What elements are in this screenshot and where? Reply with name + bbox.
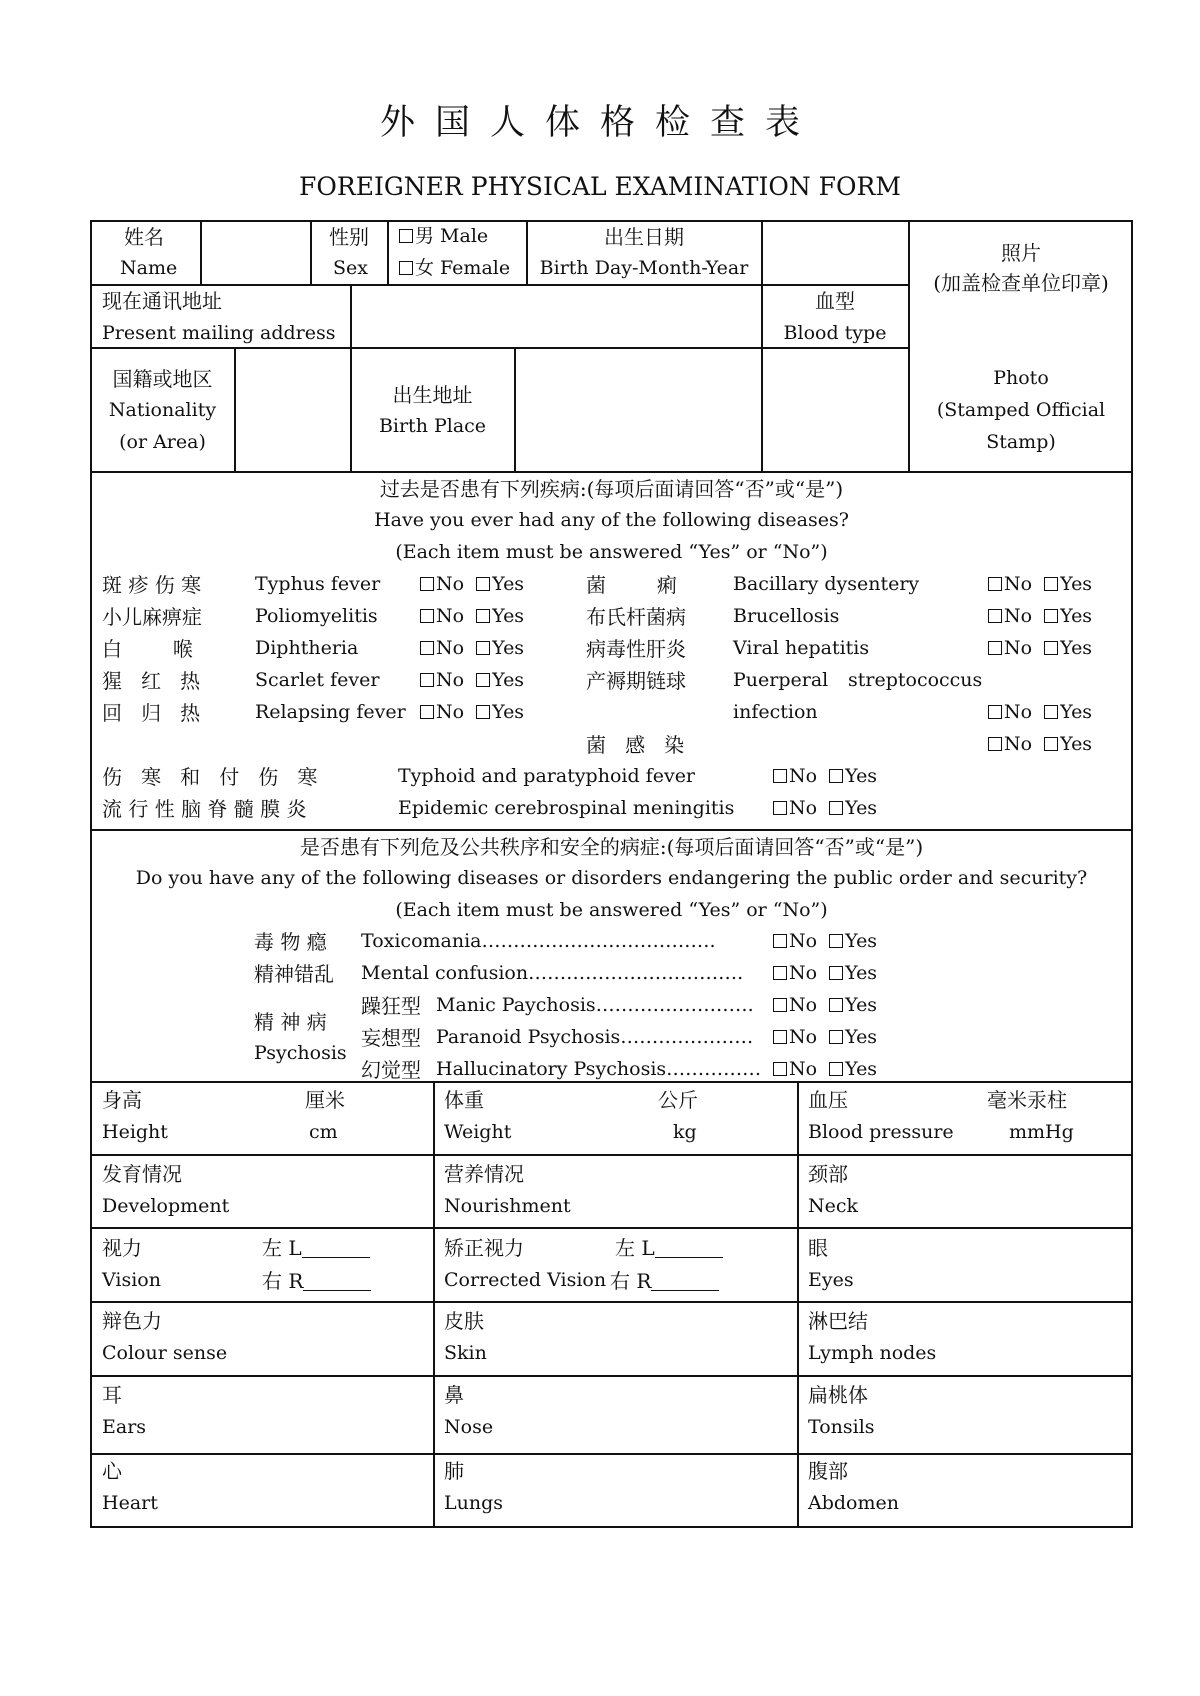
past-diseases-heading-en: Have you ever had any of the following diseases? (374, 509, 849, 531)
checkbox-icon[interactable] (476, 705, 490, 719)
checkbox-icon[interactable] (773, 966, 787, 980)
disease-answer[interactable]: No Yes (420, 575, 524, 594)
form-title-english: FOREIGNER PHYSICAL EXAMINATION FORM (299, 172, 901, 201)
checkbox-icon[interactable] (1044, 577, 1058, 591)
nationality-label-en: Nationality (108, 399, 217, 421)
public-order-heading-zh: 是否患有下列危及公共秩序和安全的病症:(每项后面请回答“否”或“是”) (299, 835, 924, 859)
blood-type-label-zh: 血型 (815, 289, 855, 313)
col-divider (310, 221, 312, 284)
psychosis-label-en: Psychosis (254, 1042, 347, 1064)
checkbox-icon[interactable] (829, 966, 843, 980)
form-title-chinese: 外国人体格检查表 (379, 103, 820, 143)
vision-right-input[interactable]: 右 R (262, 1271, 371, 1291)
psychosis-type-en: Hallucinatory Psychosis…………… (436, 1058, 762, 1080)
birth-place-label-zh: 出生地址 (392, 383, 473, 407)
blank-line[interactable] (651, 1274, 719, 1291)
disease-label-zh: 回 归 热 (102, 701, 201, 725)
name-label-en: Name (120, 257, 178, 279)
checkbox-icon[interactable] (399, 229, 413, 243)
corrected-vision-label-en: Corrected Vision (444, 1269, 607, 1291)
disease-label-en: Scarlet fever (255, 669, 380, 691)
col-divider (797, 1081, 799, 1527)
condition-answer[interactable]: No Yes (773, 1060, 877, 1079)
abdomen-label-en: Abdomen (808, 1492, 899, 1514)
nationality-label-zh: 国籍或地区 (112, 367, 213, 391)
disease-label-zh: 产褥期链球 (586, 669, 686, 693)
skin-label-zh: 皮肤 (444, 1309, 484, 1333)
checkbox-icon[interactable] (773, 801, 787, 815)
checkbox-icon[interactable] (476, 609, 490, 623)
row-divider (90, 1301, 1133, 1303)
development-label-zh: 发育情况 (102, 1162, 182, 1186)
condition-answer[interactable]: No Yes (773, 932, 877, 951)
section-divider (90, 471, 1133, 473)
checkbox-icon[interactable] (1044, 641, 1058, 655)
checkbox-icon[interactable] (829, 1030, 843, 1044)
weight-unit-zh: 公斤 (658, 1088, 698, 1112)
nationality-label-en-2: (or Area) (119, 431, 206, 453)
corrected-vision-label-zh: 矫正视力 (444, 1236, 524, 1260)
disease-label-zh: 小儿麻痹症 (102, 605, 202, 629)
disease-answer[interactable]: No Yes (420, 639, 524, 658)
checkbox-icon[interactable] (773, 769, 787, 783)
address-label-zh: 现在通讯地址 (102, 289, 222, 313)
col-divider (433, 1081, 435, 1527)
address-field[interactable] (352, 287, 760, 345)
row-divider (90, 1453, 1133, 1455)
checkbox-icon[interactable] (420, 705, 434, 719)
address-label-en: Present mailing address (102, 322, 336, 344)
checkbox-icon[interactable] (420, 577, 434, 591)
psychosis-type-zh: 妄想型 (361, 1026, 421, 1050)
public-order-instruction: (Each item must be answered “Yes” or “No”) (395, 899, 828, 921)
photo-stamp-note-zh: (加盖检查单位印章) (933, 271, 1109, 295)
disease-label-en: Typhus fever (255, 573, 381, 595)
height-unit-en: cm (309, 1121, 338, 1143)
height-label-zh: 身高 (102, 1088, 142, 1112)
disease-label-en: Poliomyelitis (255, 605, 378, 627)
name-field[interactable] (202, 225, 308, 283)
weight-label-en: Weight (444, 1121, 512, 1143)
blood-pressure-unit-zh: 毫米汞柱 (987, 1088, 1067, 1112)
disease-label-en: Viral hepatitis (733, 637, 870, 659)
row-divider (90, 284, 910, 286)
birth-place-label-en: Birth Place (378, 415, 487, 437)
condition-answer[interactable]: No Yes (773, 1028, 877, 1047)
psychosis-label-zh: 精 神 病 (254, 1010, 327, 1034)
checkbox-icon[interactable] (829, 801, 843, 815)
col-divider (387, 221, 389, 284)
condition-label-zh: 精神错乱 (254, 962, 334, 986)
checkbox-icon[interactable] (420, 641, 434, 655)
nourishment-label-zh: 营养情况 (444, 1162, 524, 1186)
disease-label-en-cont: streptococcus (848, 669, 983, 691)
blank-line[interactable] (655, 1241, 723, 1258)
disease-label-zh: 斑 疹 伤 寒 (102, 573, 202, 597)
past-diseases-heading-zh: 过去是否患有下列疾病:(每项后面请回答“否”或“是”) (379, 477, 844, 501)
checkbox-icon[interactable] (829, 934, 843, 948)
birth-date-label-en: Birth Day-Month-Year (539, 257, 749, 279)
checkbox-icon[interactable] (988, 641, 1002, 655)
past-diseases-instruction: (Each item must be answered “Yes” or “No”) (395, 541, 828, 563)
corrected-right-input[interactable]: 右 R (610, 1271, 719, 1291)
nose-label-zh: 鼻 (444, 1383, 464, 1407)
checkbox-icon[interactable] (829, 998, 843, 1012)
tonsils-label-zh: 扁桃体 (808, 1383, 868, 1407)
psychosis-type-zh: 躁狂型 (361, 994, 421, 1018)
disease-label-en: Typhoid and paratyphoid fever (398, 765, 696, 787)
eyes-label-en: Eyes (808, 1269, 854, 1291)
condition-label-en: Toxicomania………………………………. (361, 930, 716, 952)
psychosis-type-zh: 幻觉型 (361, 1058, 421, 1082)
condition-answer[interactable]: No Yes (773, 996, 877, 1015)
ears-label-en: Ears (102, 1416, 147, 1438)
checkbox-icon[interactable] (1044, 609, 1058, 623)
row-divider (90, 1227, 1133, 1229)
birth-date-field[interactable] (763, 225, 907, 283)
lungs-label-zh: 肺 (444, 1459, 464, 1483)
disease-label-zh: 布氏杆菌病 (586, 605, 686, 629)
checkbox-icon[interactable] (988, 577, 1002, 591)
blood-pressure-label-en: Blood pressure (808, 1121, 954, 1143)
disease-answer[interactable]: No Yes (988, 575, 1092, 594)
checkbox-icon[interactable] (399, 261, 413, 275)
disease-label-zh: 流 行 性 脑 脊 髓 膜 炎 (102, 797, 307, 821)
disease-label-en-cont: infection (733, 701, 818, 723)
disease-label-en: Brucellosis (733, 605, 840, 627)
blood-pressure-unit-en: mmHg (1009, 1121, 1074, 1143)
disease-answer[interactable]: No Yes (988, 607, 1092, 626)
skin-label-en: Skin (444, 1342, 487, 1364)
disease-answer[interactable]: No Yes (988, 735, 1092, 754)
disease-answer[interactable]: No Yes (420, 671, 524, 690)
sex-male-option[interactable]: 男 Male (399, 227, 488, 246)
checkbox-icon[interactable] (773, 934, 787, 948)
neck-label-zh: 颈部 (808, 1162, 848, 1186)
neck-label-en: Neck (808, 1195, 859, 1217)
sex-label-zh: 性别 (329, 225, 369, 249)
birth-date-label-zh: 出生日期 (604, 225, 684, 249)
colour-sense-label-zh: 辩色力 (102, 1309, 162, 1333)
disease-label-en: Puerperal (733, 669, 829, 691)
checkbox-icon[interactable] (476, 577, 490, 591)
checkbox-icon[interactable] (420, 673, 434, 687)
disease-label-en: Bacillary dysentery (733, 573, 920, 595)
sex-female-option[interactable]: 女 Female (399, 259, 510, 278)
sex-label-en: Sex (333, 257, 368, 279)
disease-answer[interactable]: No Yes (773, 767, 877, 786)
checkbox-icon[interactable] (420, 609, 434, 623)
disease-label-zh: 白 喉 (102, 637, 193, 661)
blank-line[interactable] (303, 1274, 371, 1291)
blank-line[interactable] (302, 1241, 370, 1258)
abdomen-label-zh: 腹部 (808, 1459, 848, 1483)
section-divider (90, 1081, 1133, 1083)
psychosis-type-en: Paranoid Psychosis………………… (436, 1026, 754, 1048)
checkbox-icon[interactable] (988, 609, 1002, 623)
condition-label-zh: 毒 物 瘾 (254, 930, 327, 954)
colour-sense-label-en: Colour sense (102, 1342, 228, 1364)
blood-type-label-en: Blood type (783, 322, 887, 344)
checkbox-icon[interactable] (476, 641, 490, 655)
tonsils-label-en: Tonsils (808, 1416, 875, 1438)
vision-left-input[interactable]: 左 L (262, 1238, 370, 1258)
nourishment-label-en: Nourishment (444, 1195, 571, 1217)
checkbox-icon[interactable] (988, 705, 1002, 719)
checkbox-icon[interactable] (773, 1062, 787, 1076)
height-unit-zh: 厘米 (305, 1088, 345, 1112)
disease-label-en: Relapsing fever (255, 701, 406, 723)
name-label-zh: 姓名 (124, 225, 164, 249)
heart-label-zh: 心 (102, 1459, 122, 1483)
disease-answer[interactable]: No Yes (420, 703, 524, 722)
checkbox-icon[interactable] (773, 1030, 787, 1044)
checkbox-icon[interactable] (1044, 737, 1058, 751)
public-order-heading-en: Do you have any of the following diseases or disorders endangering the public order and security? (135, 867, 1088, 889)
row-divider (90, 1375, 1133, 1377)
row-divider (90, 1154, 1133, 1156)
checkbox-icon[interactable] (1044, 705, 1058, 719)
birth-place-field[interactable] (516, 350, 760, 468)
heart-label-en: Heart (102, 1492, 158, 1514)
ears-label-zh: 耳 (102, 1383, 122, 1407)
photo-label-zh: 照片 (1001, 241, 1041, 265)
disease-label-zh: 猩 红 热 (102, 669, 201, 693)
condition-answer[interactable]: No Yes (773, 964, 877, 983)
condition-label-en: Mental confusion……………………………. (361, 962, 744, 984)
development-label-en: Development (102, 1195, 230, 1217)
vision-label-en: Vision (102, 1269, 161, 1291)
disease-label-zh: 伤 寒 和 付 伤 寒 (102, 765, 318, 789)
photo-stamp-note-en-2: Stamp) (986, 431, 1056, 453)
nationality-field[interactable] (236, 350, 348, 468)
disease-answer[interactable]: No Yes (773, 799, 877, 818)
height-label-en: Height (102, 1121, 168, 1143)
checkbox-icon[interactable] (829, 1062, 843, 1076)
disease-label-zh: 菌 痢 (586, 573, 677, 597)
photo-stamp-note-en: (Stamped Official (936, 399, 1106, 421)
disease-label-en: Diphtheria (255, 637, 359, 659)
disease-answer[interactable]: No Yes (420, 607, 524, 626)
nose-label-en: Nose (444, 1416, 494, 1438)
disease-label-zh: 病毒性肝炎 (586, 637, 686, 661)
lymph-nodes-label-zh: 淋巴结 (808, 1309, 868, 1333)
photo-label-en: Photo (993, 367, 1049, 389)
weight-unit-en: kg (673, 1121, 697, 1143)
checkbox-icon[interactable] (476, 673, 490, 687)
row-divider (90, 347, 910, 349)
disease-answer[interactable]: No Yes (988, 639, 1092, 658)
section-divider (90, 829, 1133, 831)
eyes-label-zh: 眼 (808, 1236, 828, 1260)
disease-label-en: Epidemic cerebrospinal meningitis (398, 797, 735, 819)
lungs-label-en: Lungs (444, 1492, 504, 1514)
lymph-nodes-label-en: Lymph nodes (808, 1342, 937, 1364)
weight-label-zh: 体重 (444, 1088, 484, 1112)
disease-answer[interactable]: No Yes (988, 703, 1092, 722)
blood-pressure-label-zh: 血压 (808, 1088, 848, 1112)
checkbox-icon[interactable] (988, 737, 1002, 751)
disease-label-zh-cont: 菌 感 染 (586, 733, 685, 757)
checkbox-icon[interactable] (829, 769, 843, 783)
psychosis-type-en: Manic Paychosis……………………. (436, 994, 754, 1016)
corrected-left-input[interactable]: 左 L (615, 1238, 723, 1258)
vision-label-zh: 视力 (102, 1236, 142, 1260)
checkbox-icon[interactable] (773, 998, 787, 1012)
